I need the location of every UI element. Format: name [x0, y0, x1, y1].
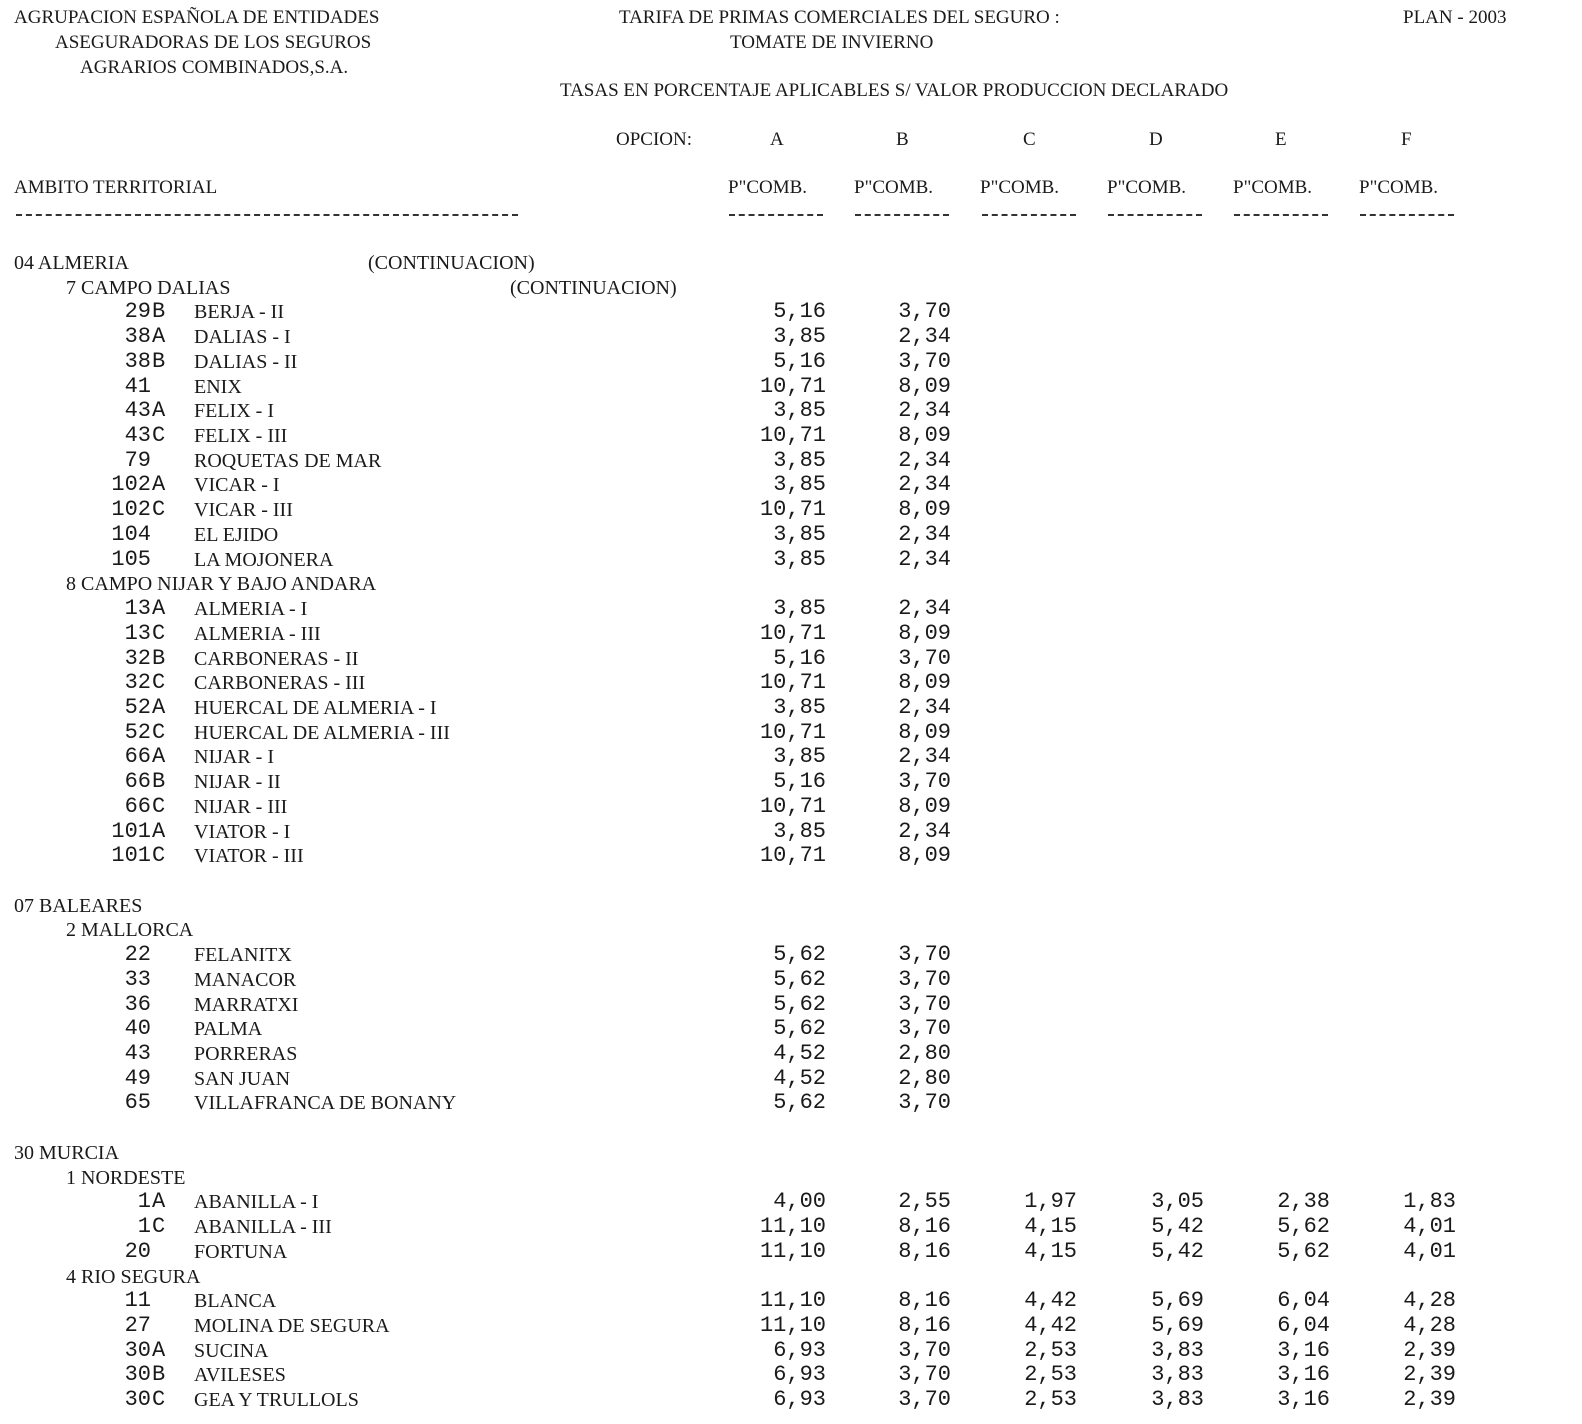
term-name: EL EJIDO	[194, 524, 279, 546]
term-name: ALMERIA - I	[194, 598, 308, 620]
column-header-territory: AMBITO TERRITORIAL	[14, 177, 218, 198]
term-code-number: 33	[124, 967, 151, 992]
rate-f: 4,01	[1403, 1239, 1456, 1264]
term-code-number: 40	[124, 1016, 151, 1041]
rate-f: 4,28	[1403, 1288, 1456, 1313]
term-code-number: 49	[124, 1066, 151, 1091]
term-name: MOLINA DE SEGURA	[194, 1315, 390, 1337]
rate-b: 2,34	[898, 324, 951, 349]
term-code-number: 38	[124, 324, 151, 349]
rate-b: 2,34	[898, 398, 951, 423]
rate-b: 8,16	[898, 1288, 951, 1313]
term-code-letter: A	[152, 472, 166, 497]
column-underline-a	[729, 214, 823, 216]
rate-a: 3,85	[773, 547, 826, 572]
rate-a: 5,16	[773, 349, 826, 374]
term-code-number: 43	[124, 1041, 151, 1066]
rate-b: 8,16	[898, 1239, 951, 1264]
rate-b: 8,09	[898, 374, 951, 399]
term-name: DALIAS - I	[194, 326, 291, 348]
term-name: FORTUNA	[194, 1241, 288, 1263]
rate-b: 8,09	[898, 843, 951, 868]
rate-b: 3,70	[898, 1090, 951, 1115]
term-code-number: 66	[124, 769, 151, 794]
rate-e: 3,16	[1277, 1338, 1330, 1363]
rate-b: 3,70	[898, 992, 951, 1017]
option-a: A	[770, 129, 784, 150]
province-label: 30 MURCIA	[14, 1142, 120, 1164]
term-code-number: 79	[124, 448, 151, 473]
rate-c: 2,53	[1024, 1387, 1077, 1412]
rate-a: 11,10	[759, 1288, 826, 1313]
option-b: B	[896, 129, 909, 150]
term-name: VICAR - III	[194, 499, 293, 521]
term-code-number: 41	[124, 374, 151, 399]
rate-b: 8,09	[898, 621, 951, 646]
column-underline-b	[855, 214, 949, 216]
rate-a: 10,71	[759, 843, 826, 868]
rate-e: 2,38	[1277, 1189, 1330, 1214]
rate-a: 10,71	[759, 423, 826, 448]
crop-name: TOMATE DE INVIERNO	[730, 32, 934, 53]
term-code-letter: B	[152, 1362, 166, 1387]
term-name: MARRATXI	[194, 994, 299, 1016]
rate-b: 2,34	[898, 744, 951, 769]
rate-a: 5,16	[773, 646, 826, 671]
term-name: HUERCAL DE ALMERIA - I	[194, 697, 437, 719]
rate-a: 10,71	[759, 497, 826, 522]
rate-f: 4,01	[1403, 1214, 1456, 1239]
option-label: OPCION:	[616, 129, 693, 150]
option-e: E	[1275, 129, 1287, 150]
rates-subtitle: TASAS EN PORCENTAJE APLICABLES S/ VALOR PRODUCCION DECLARADO	[560, 80, 1229, 101]
term-name: VIATOR - III	[194, 845, 304, 867]
rate-b: 8,16	[898, 1313, 951, 1338]
header-underline	[16, 214, 518, 216]
term-name: VIATOR - I	[194, 821, 291, 843]
term-name: AVILESES	[194, 1364, 286, 1386]
rate-b: 3,70	[898, 349, 951, 374]
term-code-number: 30	[124, 1387, 151, 1412]
rate-b: 2,55	[898, 1189, 951, 1214]
term-name: CARBONERAS - II	[194, 648, 359, 670]
column-underline-e	[1234, 214, 1328, 216]
rate-a: 3,85	[773, 695, 826, 720]
rate-e: 5,62	[1277, 1214, 1330, 1239]
term-code-letter: C	[152, 720, 166, 745]
rate-a: 5,16	[773, 299, 826, 324]
rate-d: 3,83	[1151, 1387, 1204, 1412]
rate-a: 10,71	[759, 794, 826, 819]
rate-b: 2,34	[898, 596, 951, 621]
rate-a: 4,52	[773, 1041, 826, 1066]
rate-b: 8,09	[898, 670, 951, 695]
rate-b: 3,70	[898, 299, 951, 324]
rate-f: 4,28	[1403, 1313, 1456, 1338]
term-code-letter: A	[152, 1189, 166, 1214]
rate-b: 8,09	[898, 497, 951, 522]
rate-a: 6,93	[773, 1362, 826, 1387]
rate-c: 1,97	[1024, 1189, 1077, 1214]
term-code-number: 104	[111, 522, 151, 547]
term-code-number: 32	[124, 646, 151, 671]
rate-d: 3,05	[1151, 1189, 1204, 1214]
rate-b: 8,09	[898, 720, 951, 745]
term-name: BERJA - II	[194, 301, 284, 323]
rate-b: 3,70	[898, 1387, 951, 1412]
rate-b: 2,80	[898, 1066, 951, 1091]
organization-name-line-3: AGRARIOS COMBINADOS,S.A.	[80, 57, 349, 78]
rate-c: 4,15	[1024, 1239, 1077, 1264]
region-label: 1 NORDESTE	[66, 1167, 186, 1189]
term-code-letter: A	[152, 744, 166, 769]
term-code-letter: A	[152, 695, 166, 720]
term-code-letter: A	[152, 1338, 166, 1363]
term-name: ROQUETAS DE MAR	[194, 450, 382, 472]
rate-b: 8,09	[898, 794, 951, 819]
rate-a: 10,71	[759, 621, 826, 646]
term-code-letter: C	[152, 1387, 166, 1412]
rate-b: 2,34	[898, 472, 951, 497]
rate-a: 3,85	[773, 596, 826, 621]
term-name: FELANITX	[194, 944, 292, 966]
rate-a: 3,85	[773, 522, 826, 547]
rate-b: 3,70	[898, 1362, 951, 1387]
term-code-number: 1	[137, 1214, 151, 1239]
rate-e: 5,62	[1277, 1239, 1330, 1264]
term-name: CARBONERAS - III	[194, 672, 366, 694]
document-title: TARIFA DE PRIMAS COMERCIALES DEL SEGURO :	[619, 7, 1060, 28]
term-code-number: 32	[124, 670, 151, 695]
term-code-letter: B	[152, 769, 166, 794]
continuation-note: (CONTINUACION)	[510, 277, 677, 299]
term-code-letter: A	[152, 819, 166, 844]
rate-d: 5,69	[1151, 1313, 1204, 1338]
term-code-number: 38	[124, 349, 151, 374]
term-code-number: 102	[111, 497, 151, 522]
term-code-letter: C	[152, 1214, 166, 1239]
rate-d: 3,83	[1151, 1338, 1204, 1363]
term-name: ENIX	[194, 376, 242, 398]
rate-a: 3,85	[773, 448, 826, 473]
rate-b: 3,70	[898, 942, 951, 967]
rate-f: 2,39	[1403, 1362, 1456, 1387]
term-name: NIJAR - III	[194, 796, 288, 818]
term-code-number: 27	[124, 1313, 151, 1338]
column-underline-d	[1108, 214, 1202, 216]
term-code-number: 29	[124, 299, 151, 324]
term-code-letter: B	[152, 646, 166, 671]
rate-a: 5,62	[773, 992, 826, 1017]
term-code-number: 22	[124, 942, 151, 967]
term-name: VICAR - I	[194, 474, 280, 496]
rate-a: 5,62	[773, 942, 826, 967]
continuation-note: (CONTINUACION)	[368, 252, 535, 274]
column-underline-f	[1360, 214, 1454, 216]
rate-d: 3,83	[1151, 1362, 1204, 1387]
term-code-number: 1	[137, 1189, 151, 1214]
rate-c: 2,53	[1024, 1362, 1077, 1387]
rate-f: 1,83	[1403, 1189, 1456, 1214]
region-label: 8 CAMPO NIJAR Y BAJO ANDARA	[66, 573, 377, 595]
organization-name-line-1: AGRUPACION ESPAÑOLA DE ENTIDADES	[14, 7, 380, 28]
rate-f: 2,39	[1403, 1387, 1456, 1412]
term-name: PALMA	[194, 1018, 263, 1040]
column-underline-c	[982, 214, 1076, 216]
rate-b: 3,70	[898, 769, 951, 794]
term-name: NIJAR - I	[194, 746, 274, 768]
term-code-number: 13	[124, 621, 151, 646]
region-label: 4 RIO SEGURA	[66, 1266, 201, 1288]
term-code-number: 43	[124, 423, 151, 448]
rate-a: 10,71	[759, 670, 826, 695]
region-label: 2 MALLORCA	[66, 919, 194, 941]
rate-a: 11,10	[759, 1214, 826, 1239]
term-code-number: 30	[124, 1362, 151, 1387]
term-code-number: 105	[111, 547, 151, 572]
rate-b: 2,34	[898, 695, 951, 720]
rate-a: 5,62	[773, 1016, 826, 1041]
rate-e: 3,16	[1277, 1387, 1330, 1412]
rate-e: 3,16	[1277, 1362, 1330, 1387]
term-name: PORRERAS	[194, 1043, 298, 1065]
term-code-number: 43	[124, 398, 151, 423]
term-name: MANACOR	[194, 969, 297, 991]
term-name: FELIX - III	[194, 425, 288, 447]
term-code-letter: B	[152, 299, 166, 324]
rate-f: 2,39	[1403, 1338, 1456, 1363]
rate-a: 3,85	[773, 472, 826, 497]
rate-a: 6,93	[773, 1387, 826, 1412]
rate-a: 4,52	[773, 1066, 826, 1091]
rate-d: 5,69	[1151, 1288, 1204, 1313]
rate-a: 5,16	[773, 769, 826, 794]
rate-b: 8,16	[898, 1214, 951, 1239]
term-code-letter: C	[152, 670, 166, 695]
rate-a: 11,10	[759, 1239, 826, 1264]
option-d: D	[1149, 129, 1163, 150]
term-code-number: 30	[124, 1338, 151, 1363]
term-name: SAN JUAN	[194, 1068, 291, 1090]
column-unit-a: P"COMB.	[728, 177, 808, 198]
term-code-number: 20	[124, 1239, 151, 1264]
term-code-letter: A	[152, 596, 166, 621]
rate-e: 6,04	[1277, 1313, 1330, 1338]
term-code-number: 66	[124, 794, 151, 819]
term-code-number: 36	[124, 992, 151, 1017]
rate-a: 3,85	[773, 819, 826, 844]
rate-b: 2,34	[898, 522, 951, 547]
term-code-letter: C	[152, 497, 166, 522]
term-code-letter: A	[152, 398, 166, 423]
plan-year: PLAN - 2003	[1403, 7, 1507, 28]
term-name: DALIAS - II	[194, 351, 298, 373]
term-code-number: 101	[111, 819, 151, 844]
term-code-letter: A	[152, 324, 166, 349]
rate-a: 11,10	[759, 1313, 826, 1338]
rate-a: 3,85	[773, 398, 826, 423]
term-name: LA MOJONERA	[194, 549, 334, 571]
rate-a: 10,71	[759, 720, 826, 745]
term-name: FELIX - I	[194, 400, 274, 422]
region-label: 7 CAMPO DALIAS	[66, 277, 231, 299]
term-code-number: 65	[124, 1090, 151, 1115]
term-code-number: 13	[124, 596, 151, 621]
rate-a: 6,93	[773, 1338, 826, 1363]
rate-b: 3,70	[898, 1338, 951, 1363]
term-code-letter: C	[152, 794, 166, 819]
rate-e: 6,04	[1277, 1288, 1330, 1313]
option-c: C	[1023, 129, 1036, 150]
column-unit-d: P"COMB.	[1107, 177, 1187, 198]
rate-c: 2,53	[1024, 1338, 1077, 1363]
column-unit-f: P"COMB.	[1359, 177, 1439, 198]
rate-b: 2,34	[898, 448, 951, 473]
term-code-number: 101	[111, 843, 151, 868]
term-code-number: 102	[111, 472, 151, 497]
term-name: ABANILLA - I	[194, 1191, 319, 1213]
term-code-number: 11	[124, 1288, 151, 1313]
organization-name-line-2: ASEGURADORAS DE LOS SEGUROS	[55, 32, 372, 53]
column-unit-c: P"COMB.	[980, 177, 1060, 198]
rate-a: 10,71	[759, 374, 826, 399]
term-code-number: 52	[124, 695, 151, 720]
rate-b: 3,70	[898, 1016, 951, 1041]
rate-a: 3,85	[773, 744, 826, 769]
rate-b: 3,70	[898, 967, 951, 992]
rate-d: 5,42	[1151, 1239, 1204, 1264]
term-name: NIJAR - II	[194, 771, 281, 793]
rate-c: 4,15	[1024, 1214, 1077, 1239]
province-label: 07 BALEARES	[14, 895, 143, 917]
option-f: F	[1401, 129, 1412, 150]
rate-b: 2,34	[898, 819, 951, 844]
term-code-number: 52	[124, 720, 151, 745]
rate-b: 2,80	[898, 1041, 951, 1066]
term-code-letter: C	[152, 621, 166, 646]
term-name: ABANILLA - III	[194, 1216, 332, 1238]
term-code-letter: C	[152, 843, 166, 868]
rate-c: 4,42	[1024, 1288, 1077, 1313]
term-code-letter: C	[152, 423, 166, 448]
rate-b: 8,09	[898, 423, 951, 448]
rate-b: 2,34	[898, 547, 951, 572]
column-unit-b: P"COMB.	[854, 177, 934, 198]
rate-a: 5,62	[773, 1090, 826, 1115]
term-name: ALMERIA - III	[194, 623, 321, 645]
rate-d: 5,42	[1151, 1214, 1204, 1239]
rate-b: 3,70	[898, 646, 951, 671]
term-code-number: 66	[124, 744, 151, 769]
column-unit-e: P"COMB.	[1233, 177, 1313, 198]
term-name: GEA Y TRULLOLS	[194, 1389, 359, 1411]
province-label: 04 ALMERIA	[14, 252, 129, 274]
rate-c: 4,42	[1024, 1313, 1077, 1338]
rate-a: 5,62	[773, 967, 826, 992]
term-code-letter: B	[152, 349, 166, 374]
term-name: HUERCAL DE ALMERIA - III	[194, 722, 450, 744]
term-name: BLANCA	[194, 1290, 277, 1312]
term-name: SUCINA	[194, 1340, 269, 1362]
rate-a: 4,00	[773, 1189, 826, 1214]
rate-a: 3,85	[773, 324, 826, 349]
term-name: VILLAFRANCA DE BONANY	[194, 1092, 457, 1114]
